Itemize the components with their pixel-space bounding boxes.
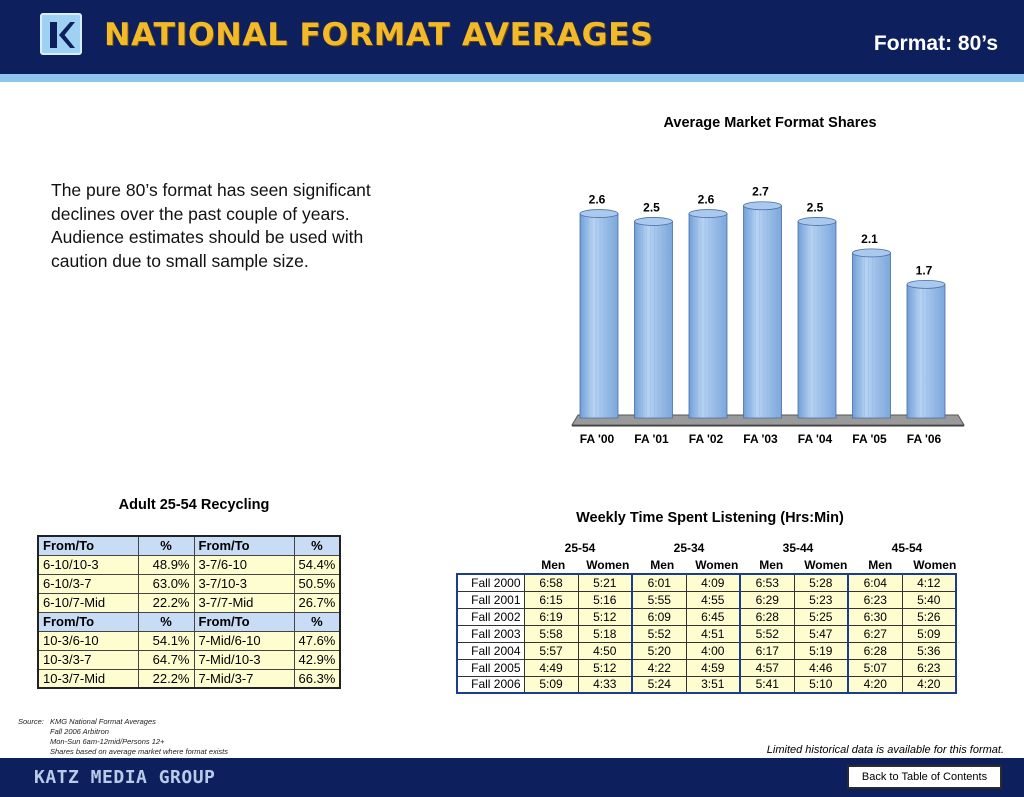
recycling-header-cell: From/To: [38, 536, 138, 555]
tsl-value: 5:19: [794, 642, 848, 659]
tsl-value: 4:55: [686, 591, 740, 608]
tsl-value: 6:58: [524, 574, 578, 591]
source-line: KMG National Format Averages: [50, 717, 156, 726]
tsl-value: 5:52: [740, 625, 794, 642]
tsl-gender-header: Women: [804, 558, 848, 572]
recycling-row: [38, 650, 340, 669]
recycling-daypart: 3-7/10-3: [194, 574, 294, 593]
tsl-table: [456, 573, 957, 694]
recycling-header-cell: From/To: [194, 536, 294, 555]
tsl-value: 5:47: [794, 625, 848, 642]
tsl-value: 5:12: [578, 608, 632, 625]
tsl-gender-header: Men: [541, 558, 566, 572]
limited-data-note: Limited historical data is available for this format.: [766, 744, 1004, 756]
x-tick-label: FA '03: [743, 432, 778, 446]
tsl-value: 5:09: [524, 676, 578, 693]
recycling-percent: 22.2%: [138, 593, 194, 612]
data-label: 1.7: [915, 263, 933, 278]
tsl-age-group: 25-34: [673, 541, 705, 555]
tsl-gender-header: Women: [586, 558, 630, 572]
recycling-daypart: 10-3/3-7: [38, 650, 138, 669]
tsl-value: 4:59: [686, 659, 740, 676]
recycling-percent: 50.5%: [294, 574, 340, 593]
recycling-row: [38, 593, 340, 612]
recycling-percent: 64.7%: [138, 650, 194, 669]
tsl-value: 6:45: [686, 608, 740, 625]
recycling-percent: 26.7%: [294, 593, 340, 612]
tsl-value: 5:16: [578, 591, 632, 608]
recycling-row: [38, 574, 340, 593]
recycling-daypart: 3-7/7-Mid: [194, 593, 294, 612]
data-label: 2.7: [752, 184, 769, 199]
tsl-value: 4:00: [686, 642, 740, 659]
tsl-value: 5:20: [632, 642, 686, 659]
tsl-value: 5:57: [524, 642, 578, 659]
header-stripe: [0, 74, 1024, 82]
tsl-value: 5:21: [578, 574, 632, 591]
tsl-value: 4:46: [794, 659, 848, 676]
tsl-value: 3:51: [686, 676, 740, 693]
tsl-row: [457, 642, 956, 659]
tsl-row-label: Fall 2001: [457, 591, 524, 608]
source-label: Source:: [18, 717, 44, 726]
page-title: NATIONAL FORMAT AVERAGES: [104, 17, 654, 53]
recycling-header-cell: %: [138, 612, 194, 631]
tsl-row: [457, 591, 956, 608]
tsl-value: 5:26: [902, 608, 956, 625]
tsl-value: 4:57: [740, 659, 794, 676]
recycling-percent: 42.9%: [294, 650, 340, 669]
tsl-age-group: 45-54: [891, 541, 923, 555]
tsl-value: 5:28: [794, 574, 848, 591]
header-bar: [0, 0, 1024, 74]
bar-top: [853, 249, 891, 257]
x-tick-label: FA '01: [634, 432, 669, 446]
tsl-value: 5:24: [632, 676, 686, 693]
bar-top: [744, 202, 782, 210]
tsl-value: 6:17: [740, 642, 794, 659]
recycling-header-cell: %: [294, 612, 340, 631]
recycling-header-cell: From/To: [194, 612, 294, 631]
tsl-value: 6:53: [740, 574, 794, 591]
tsl-gender-header: Men: [868, 558, 893, 572]
tsl-gender-header: Women: [695, 558, 739, 572]
tsl-row-label: Fall 2004: [457, 642, 524, 659]
tsl-value: 5:25: [794, 608, 848, 625]
tsl-row-label: Fall 2002: [457, 608, 524, 625]
tsl-value: 5:52: [632, 625, 686, 642]
bar-top: [635, 217, 673, 225]
footer-bar: [0, 758, 1024, 797]
tsl-value: 6:15: [524, 591, 578, 608]
tsl-value: 4:20: [848, 676, 902, 693]
tsl-value: 6:27: [848, 625, 902, 642]
tsl-value: 5:55: [632, 591, 686, 608]
recycling-table: [37, 535, 341, 689]
tsl-value: 6:28: [740, 608, 794, 625]
tsl-value: 6:01: [632, 574, 686, 591]
bar: [635, 221, 673, 418]
tsl-value: 4:51: [686, 625, 740, 642]
recycling-row: [38, 555, 340, 574]
recycling-header-cell: %: [294, 536, 340, 555]
tsl-value: 4:12: [902, 574, 956, 591]
bar: [907, 284, 945, 418]
tsl-value: 6:23: [848, 591, 902, 608]
source-line: Mon-Sun 6am-12mid/Persons 12+: [50, 737, 165, 746]
company-brand: KATZ MEDIA GROUP: [34, 767, 216, 788]
bar: [853, 253, 891, 418]
source-line: Fall 2006 Arbitron: [50, 727, 109, 736]
data-label: 2.6: [588, 192, 606, 207]
tsl-row: [457, 574, 956, 591]
tsl-value: 5:40: [902, 591, 956, 608]
tsl-row: [457, 625, 956, 642]
recycling-header-cell: From/To: [38, 612, 138, 631]
recycling-percent: 54.4%: [294, 555, 340, 574]
tsl-value: 6:04: [848, 574, 902, 591]
recycling-percent: 54.1%: [138, 631, 194, 650]
tsl-gender-header: Men: [759, 558, 784, 572]
recycling-title: Adult 25-54 Recycling: [118, 497, 270, 513]
recycling-header-row: [38, 536, 340, 555]
source-line: Shares based on average market where format exists: [50, 747, 229, 756]
chart-title: Average Market Format Shares: [663, 115, 877, 131]
tsl-row: [457, 608, 956, 625]
recycling-percent: 47.6%: [294, 631, 340, 650]
data-label: 2.6: [697, 192, 715, 207]
tsl-value: 5:36: [902, 642, 956, 659]
x-tick-label: FA '00: [579, 432, 615, 446]
tsl-gender-header: Women: [913, 558, 957, 572]
recycling-daypart: 10-3/6-10: [38, 631, 138, 650]
back-to-contents-button[interactable]: Back to Table of Contents: [847, 765, 1002, 789]
bar: [744, 206, 782, 418]
katz-logo-icon: [40, 13, 82, 55]
tsl-value: 5:12: [578, 659, 632, 676]
tsl-value: 5:09: [902, 625, 956, 642]
tsl-row-label: Fall 2006: [457, 676, 524, 693]
tsl-row: [457, 676, 956, 693]
bar-top: [907, 280, 945, 288]
bar: [580, 214, 618, 418]
bar-top: [689, 210, 727, 218]
format-label: Format: 80’s: [873, 32, 998, 55]
recycling-percent: 63.0%: [138, 574, 194, 593]
tsl-value: 6:19: [524, 608, 578, 625]
tsl-value: 5:23: [794, 591, 848, 608]
recycling-daypart: 10-3/7-Mid: [38, 669, 138, 688]
tsl-value: 6:30: [848, 608, 902, 625]
tsl-gender-header: Men: [650, 558, 675, 572]
recycling-daypart: 7-Mid/10-3: [194, 650, 294, 669]
data-label: 2.5: [806, 200, 824, 215]
source-note: [18, 717, 228, 757]
tsl-value: 4:22: [632, 659, 686, 676]
bar-top: [580, 210, 618, 218]
tsl-row-label: Fall 2003: [457, 625, 524, 642]
recycling-daypart: 6-10/10-3: [38, 555, 138, 574]
tsl-value: 4:50: [578, 642, 632, 659]
bar: [798, 221, 836, 418]
recycling-daypart: 7-Mid/3-7: [194, 669, 294, 688]
tsl-age-group: 25-54: [564, 541, 596, 555]
recycling-header-cell: %: [138, 536, 194, 555]
tsl-value: 5:58: [524, 625, 578, 642]
tsl-age-group: 35-44: [782, 541, 814, 555]
tsl-value: 5:07: [848, 659, 902, 676]
tsl-row-label: Fall 2000: [457, 574, 524, 591]
x-tick-label: FA '06: [906, 432, 942, 446]
tsl-value: 4:20: [902, 676, 956, 693]
tsl-value: 4:33: [578, 676, 632, 693]
x-tick-label: FA '02: [688, 432, 724, 446]
recycling-daypart: 3-7/6-10: [194, 555, 294, 574]
bar-top: [798, 217, 836, 225]
tsl-title: Weekly Time Spent Listening (Hrs:Min): [576, 510, 844, 526]
recycling-daypart: 6-10/7-Mid: [38, 593, 138, 612]
intro-text: The pure 80’s format has seen significant declines over the past couple of years. Audience estimates should be used with caution due to small sample size.: [51, 180, 371, 271]
tsl-value: 6:09: [632, 608, 686, 625]
format-shares-chart: [560, 170, 970, 455]
recycling-percent: 66.3%: [294, 669, 340, 688]
recycling-daypart: 7-Mid/6-10: [194, 631, 294, 650]
tsl-value: 5:18: [578, 625, 632, 642]
recycling-percent: 22.2%: [138, 669, 194, 688]
x-tick-label: FA '05: [852, 432, 887, 446]
tsl-value: 5:41: [740, 676, 794, 693]
recycling-row: [38, 631, 340, 650]
tsl-row-label: Fall 2005: [457, 659, 524, 676]
tsl-row: [457, 659, 956, 676]
tsl-value: 5:10: [794, 676, 848, 693]
tsl-value: 6:29: [740, 591, 794, 608]
data-label: 2.1: [861, 231, 878, 246]
recycling-header-row: [38, 612, 340, 631]
recycling-daypart: 6-10/3-7: [38, 574, 138, 593]
bar: [689, 214, 727, 418]
tsl-value: 6:28: [848, 642, 902, 659]
data-label: 2.5: [643, 200, 660, 215]
tsl-value: 6:23: [902, 659, 956, 676]
recycling-percent: 48.9%: [138, 555, 194, 574]
tsl-value: 4:49: [524, 659, 578, 676]
recycling-row: [38, 669, 340, 688]
x-tick-label: FA '04: [797, 432, 833, 446]
tsl-value: 4:09: [686, 574, 740, 591]
